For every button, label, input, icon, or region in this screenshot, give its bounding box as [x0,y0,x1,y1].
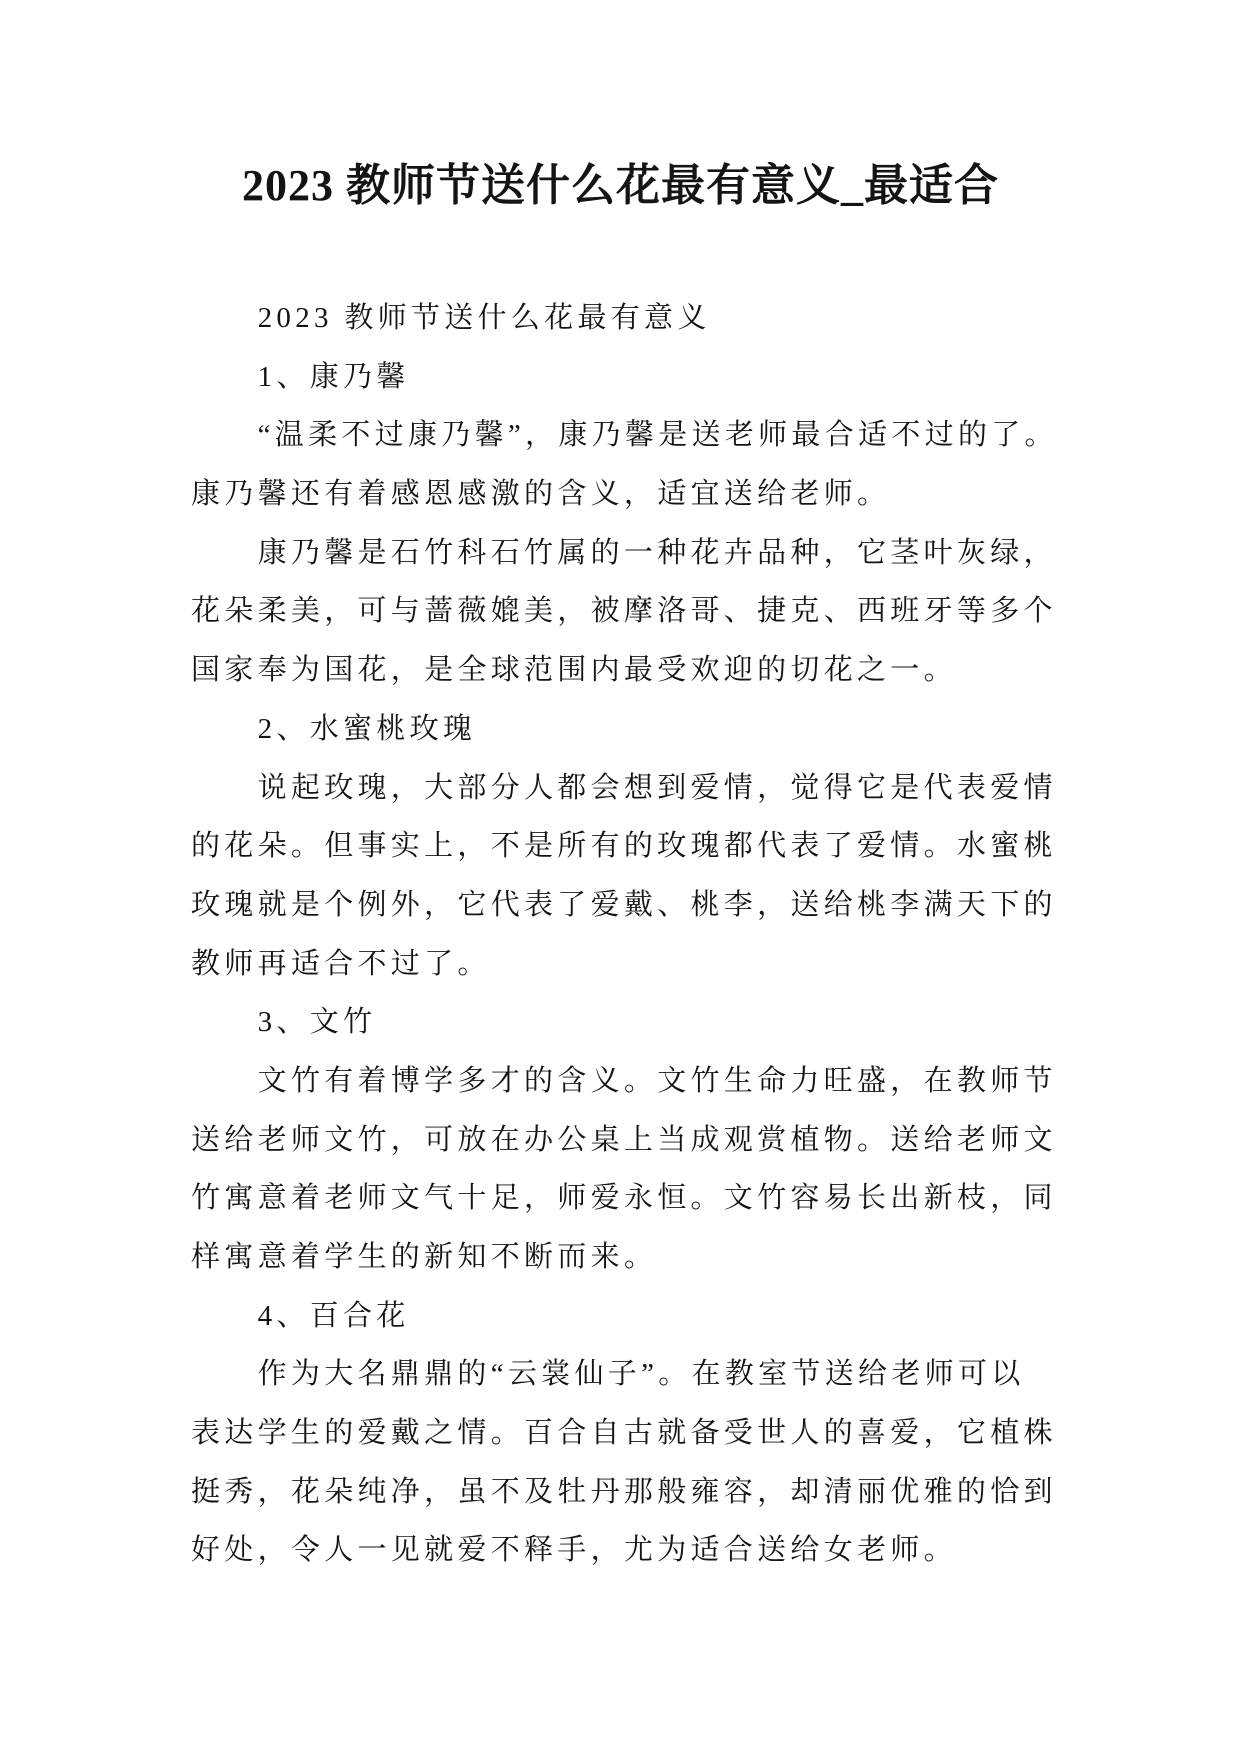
paragraph-line: 康乃馨还有着感恩感激的含义，适宜送给老师。 [191,478,891,511]
section-asparagus-fern [191,993,1091,1286]
paragraph-line: 文竹有着博学多才的含义。文竹生命力旺盛，在教师节 [257,1064,1057,1097]
paragraph [191,524,1091,700]
paragraph-line: 表达学生的爱戴之情。百合自古就备受世人的喜爱，它植株 [191,1417,1057,1450]
paragraph-line: 的花朵。但事实上，不是所有的玫瑰都代表了爱情。水蜜桃 [191,830,1057,863]
paragraph [191,759,1091,994]
document-body [191,289,1091,1580]
document-title: 2023 教师节送什么花最有意义_最适合 [242,161,999,210]
paragraph-line: 教师再适合不过了。 [191,947,491,980]
section-lily [191,1287,1091,1580]
intro-heading: 2023 教师节送什么花最有意义 [257,302,711,334]
paragraph-line: 样寓意着学生的新知不断而来。 [191,1241,658,1273]
paragraph-line: 花朵柔美，可与蔷薇媲美，被摩洛哥、捷克、西班牙等多个 [191,595,1057,628]
paragraph-line: 送给老师文竹，可放在办公桌上当成观赏植物。送给老师文 [191,1123,1057,1156]
paragraph-line: 玫瑰就是个例外，它代表了爱戴、桃李，送给桃李满天下的 [191,888,1057,921]
paragraph-line: 说起玫瑰，大部分人都会想到爱情，觉得它是代表爱情 [257,771,1057,804]
section-heading: 2、水蜜桃玫瑰 [257,712,477,745]
section-heading: 1、康乃馨 [257,360,410,393]
section-carnation [191,348,1091,700]
paragraph [191,1052,1091,1287]
paragraph-line: 作为大名鼎鼎的“云裳仙子”。在教室节送给老师可以 [257,1358,1025,1391]
paragraph [191,406,1091,523]
paragraph-line: 好处，令人一见就爱不释手，尤为适合送给女老师。 [191,1534,957,1567]
paragraph-line: 挺秀，花朵纯净，虽不及牡丹那般雍容，却清丽优雅的恰到 [191,1475,1057,1508]
section-peach-rose [191,700,1091,993]
paragraph-line: 竹寓意着老师文气十足，师爱永恒。文竹容易长出新枝，同 [191,1182,1057,1215]
paragraph [191,1345,1091,1580]
paragraph-line: 国家奉为国花，是全球范围内最受欢迎的切花之一。 [191,654,957,687]
section-heading: 3、文竹 [257,1006,377,1039]
paragraph-line: “温柔不过康乃馨”，康乃馨是送老师最合适不过的了。 [257,419,1058,452]
section-heading: 4、百合花 [257,1299,410,1332]
paragraph-line: 康乃馨是石竹科石竹属的一种花卉品种，它茎叶灰绿， [257,536,1057,569]
